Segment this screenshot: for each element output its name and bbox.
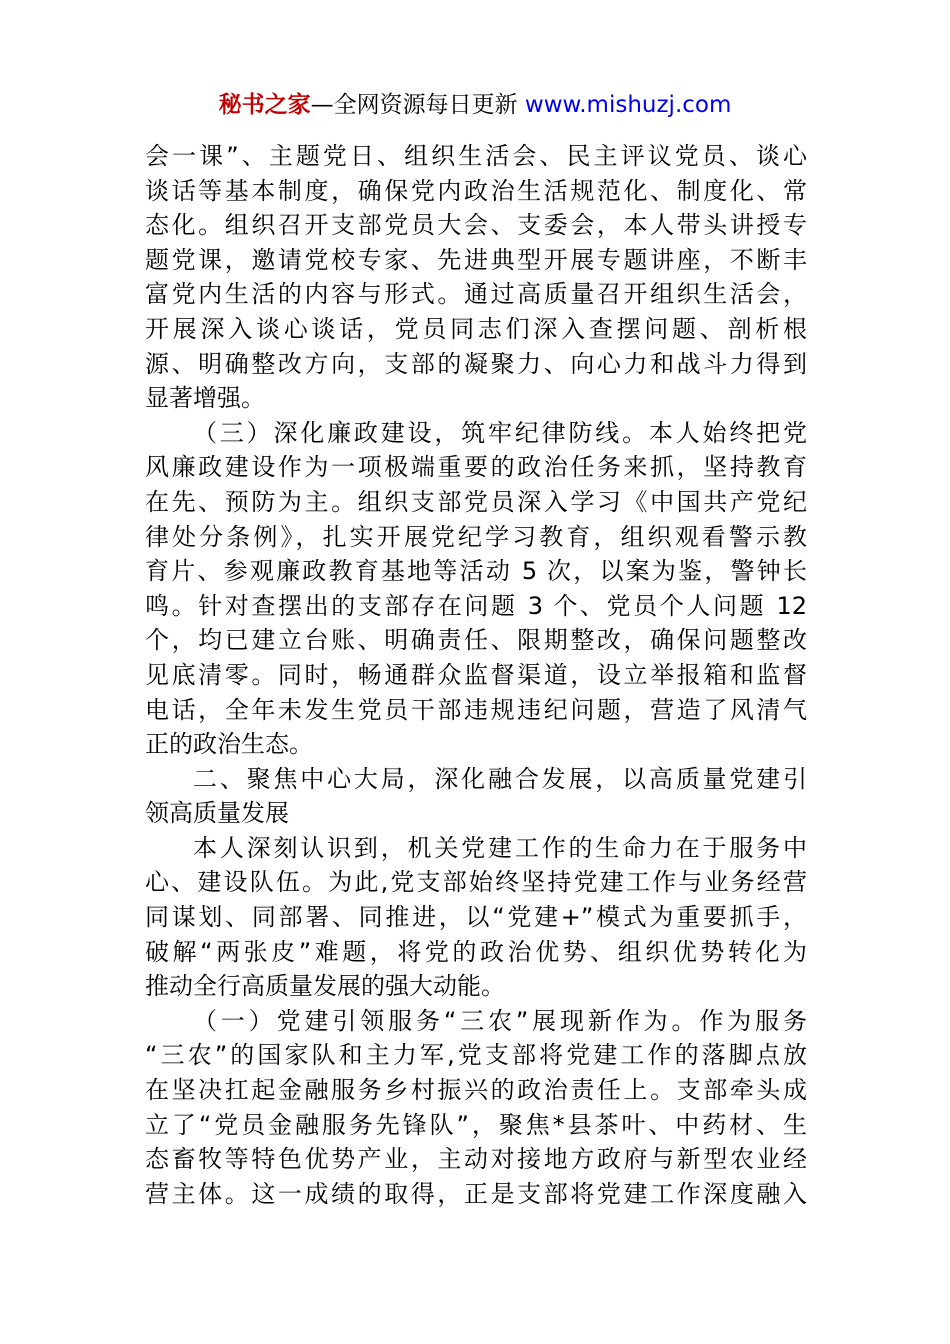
text-line: “三农”的国家队和主力军,党支部将党建工作的落脚点放 bbox=[145, 1041, 807, 1070]
text-line: 风廉政建设作为一项极端重要的政治任务来抓，坚持教育 bbox=[145, 453, 807, 482]
text-line: 态畜牧等特色优势产业，主动对接地方政府与新型农业经 bbox=[145, 1145, 807, 1174]
site-tagline: —全网资源每日更新 bbox=[310, 92, 525, 118]
text-line: 题党课，邀请党校专家、先进典型开展专题讲座，不断丰 bbox=[145, 245, 807, 274]
text-line: 在先、预防为主。组织支部党员深入学习《中国共产党纪 bbox=[145, 487, 807, 516]
text-line: 开展深入谈心谈话，党员同志们深入查摆问题、剖析根 bbox=[145, 314, 807, 343]
text-line: 二、聚焦中心大局，深化融合发展，以高质量党建引 bbox=[193, 764, 807, 793]
document-body bbox=[145, 139, 807, 1211]
text-line: 破解“两张皮”难题，将党的政治优势、组织优势转化为 bbox=[145, 937, 807, 966]
site-brand: 秘书之家 bbox=[218, 92, 311, 118]
site-header bbox=[0, 88, 950, 122]
text-line: 个，均已建立台账、明确责任、限期整改，确保问题整改 bbox=[145, 626, 807, 655]
text-line: 本人深刻认识到，机关党建工作的生命力在于服务中 bbox=[193, 833, 807, 862]
text-line: 见底清零。同时，畅通群众监督渠道，设立举报箱和监督 bbox=[145, 660, 807, 689]
text-line: （一）党建引领服务“三农”展现新作为。作为服务 bbox=[193, 1006, 807, 1035]
text-line: 育片、参观廉政教育基地等活动 5 次，以案为鉴，警钟长 bbox=[145, 557, 807, 586]
text-line: 立了“党员金融服务先锋队”，聚焦*县茶叶、中药材、生 bbox=[145, 1110, 807, 1139]
text-line: 营主体。这一成绩的取得，正是支部将党建工作深度融入 bbox=[145, 1179, 807, 1208]
text-line: 显著增强。 bbox=[145, 384, 265, 413]
text-line: 电话，全年未发生党员干部违规违纪问题，营造了风清气 bbox=[145, 695, 807, 724]
text-line: 同谋划、同部署、同推进，以“党建+”模式为重要抓手， bbox=[145, 903, 807, 932]
text-line: 鸣。针对查摆出的支部存在问题 3 个、党员个人问题 12 bbox=[145, 591, 807, 620]
text-line: 富党内生活的内容与形式。通过高质量召开组织生活会， bbox=[145, 280, 807, 309]
text-line: 律处分条例》，扎实开展党纪学习教育，组织观看警示教 bbox=[145, 522, 807, 551]
text-line: 推动全行高质量发展的强大动能。 bbox=[145, 972, 505, 1001]
text-line: 心、建设队伍。为此,党支部始终坚持党建工作与业务经营 bbox=[145, 868, 807, 897]
text-line: （三）深化廉政建设，筑牢纪律防线。本人始终把党 bbox=[193, 418, 807, 447]
text-line: 源、明确整改方向，支部的凝聚力、向心力和战斗力得到 bbox=[145, 349, 807, 378]
text-line: 正的政治生态。 bbox=[145, 730, 313, 759]
text-line: 态化。组织召开支部党员大会、支委会，本人带头讲授专 bbox=[145, 211, 807, 240]
text-line: 谈话等基本制度，确保党内政治生活规范化、制度化、常 bbox=[145, 176, 807, 205]
text-line: 在坚决扛起金融服务乡村振兴的政治责任上。支部牵头成 bbox=[145, 1076, 807, 1105]
site-url-link[interactable]: www.mishuzj.com bbox=[524, 92, 732, 118]
text-line: 会一课”、主题党日、组织生活会、民主评议党员、谈心 bbox=[145, 142, 807, 170]
text-line: 领高质量发展 bbox=[145, 799, 289, 828]
